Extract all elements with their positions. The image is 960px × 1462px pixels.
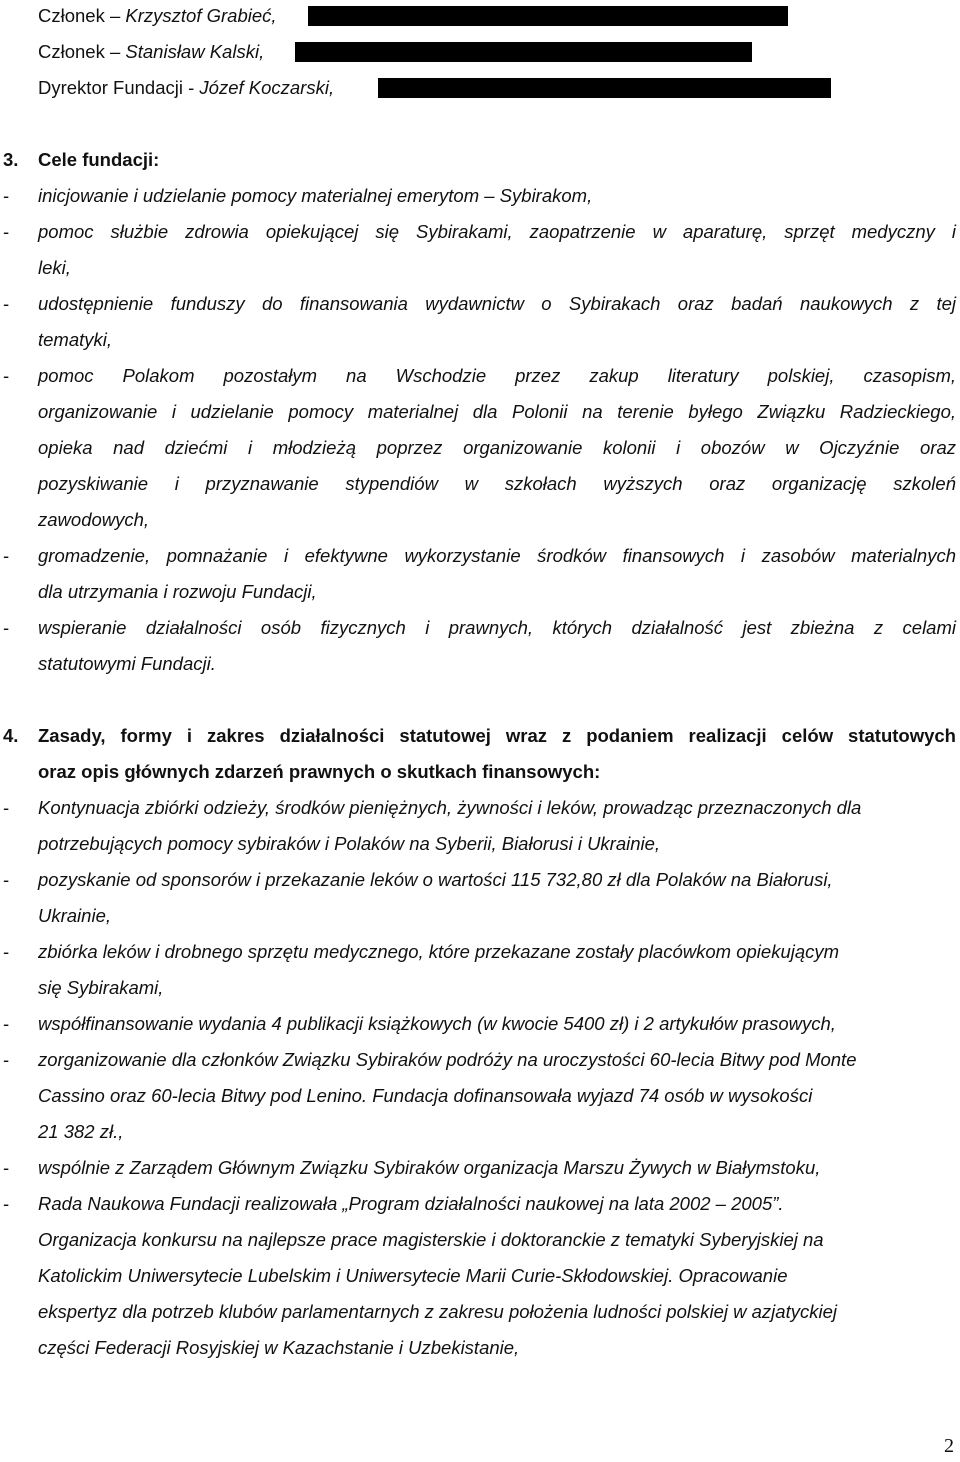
- list-item: udostępnienie funduszy do finansowania wydawnictw o Sybirakach oraz badań naukowych z tej: [38, 293, 956, 314]
- list-item: wspieranie działalności osób fizycznych i prawnych, których działalność jest zbieżna z celami: [38, 617, 956, 638]
- list-dash: -: [3, 293, 10, 314]
- list-dash: -: [3, 1193, 10, 1214]
- list-item: Kontynuacja zbiórki odzieży, środków pieniężnych, żywności i leków, prowadząc przeznaczonych dla: [38, 797, 862, 818]
- board-member-1: Członek – Krzysztof Grabieć,: [38, 5, 277, 26]
- section-4-title: Zasady, formy i zakres działalności statutowej wraz z podaniem realizacji celów statutowych: [38, 725, 956, 746]
- list-item-cont: leki,: [38, 257, 71, 278]
- list-item: inicjowanie i udzielanie pomocy materialnej emerytom – Sybirakom,: [38, 185, 593, 206]
- list-item: wspólnie z Zarządem Głównym Związku Sybiraków organizacja Marszu Żywych w Białymstoku,: [38, 1157, 821, 1178]
- list-dash: -: [3, 185, 10, 206]
- list-item-cont: statutowymi Fundacji.: [38, 653, 216, 674]
- section-3-title: Cele fundacji:: [38, 149, 160, 170]
- list-dash: -: [3, 617, 10, 638]
- list-item: pomoc Polakom pozostałym na Wschodzie przez zakup literatury polskiej, czasopism,: [38, 365, 956, 386]
- board-member-3: Dyrektor Fundacji - Józef Koczarski,: [38, 77, 335, 98]
- list-dash: -: [3, 797, 10, 818]
- list-item-cont: Ukrainie,: [38, 905, 111, 926]
- list-item-cont: opieka nad dziećmi i młodzieżą poprzez organizowanie kolonii i obozów w Ojczyźnie oraz: [38, 437, 956, 458]
- list-item: zorganizowanie dla członków Związku Sybiraków podróży na uroczystości 60-lecia Bitwy pod Monte: [38, 1049, 857, 1070]
- redaction-bar: [308, 6, 788, 26]
- section-3-number: 3.: [3, 149, 19, 170]
- list-dash: -: [3, 1049, 10, 1070]
- list-item-cont: Organizacja konkursu na najlepsze prace magisterskie i doktoranckie z tematyki Syberyjskiej na: [38, 1229, 824, 1250]
- list-item-cont: części Federacji Rosyjskiej w Kazachstanie i Uzbekistanie,: [38, 1337, 520, 1358]
- list-item: zbiórka leków i drobnego sprzętu medycznego, które przekazane zostały placówkom opiekującym: [38, 941, 840, 962]
- list-item-cont: Katolickim Uniwersytecie Lubelskim i Uniwersytecie Marii Curie-Skłodowskiej. Opracowanie: [38, 1265, 788, 1286]
- list-item: gromadzenie, pomnażanie i efektywne wykorzystanie środków finansowych i zasobów materialnych: [38, 545, 956, 566]
- list-item-cont: się Sybirakami,: [38, 977, 164, 998]
- list-item-cont: ekspertyz dla potrzeb klubów parlamentarnych z zakresu położenia ludności polskiej w azjatyckiej: [38, 1301, 837, 1322]
- section-4-title-cont: oraz opis głównych zdarzeń prawnych o skutkach finansowych:: [38, 761, 601, 782]
- list-item: pomoc służbie zdrowia opiekującej się Sybirakami, zaopatrzenie w aparaturę, sprzęt medyczny i: [38, 221, 956, 242]
- redaction-bar: [378, 78, 831, 98]
- list-item: współfinansowanie wydania 4 publikacji książkowych (w kwocie 5400 zł) i 2 artykułów prasowych,: [38, 1013, 836, 1034]
- list-item-cont: Cassino oraz 60-lecia Bitwy pod Lenino. Fundacja dofinansowała wyjazd 74 osób w wysokości: [38, 1085, 813, 1106]
- list-item-cont: potrzebujących pomocy sybiraków i Polaków na Syberii, Białorusi i Ukrainie,: [38, 833, 661, 854]
- list-item-cont: pozyskiwanie i przyznawanie stypendiów w szkołach wyższych oraz organizację szkoleń: [38, 473, 956, 494]
- list-dash: -: [3, 1157, 10, 1178]
- list-dash: -: [3, 1013, 10, 1034]
- list-item: pozyskanie od sponsorów i przekazanie leków o wartości 115 732,80 zł dla Polaków na Białorusi,: [38, 869, 833, 890]
- list-item-cont: dla utrzymania i rozwoju Fundacji,: [38, 581, 317, 602]
- list-item: Rada Naukowa Fundacji realizowała „Program działalności naukowej na lata 2002 – 2005”.: [38, 1193, 784, 1214]
- section-4-number: 4.: [3, 725, 19, 746]
- board-member-2: Członek – Stanisław Kalski,: [38, 41, 265, 62]
- list-dash: -: [3, 941, 10, 962]
- redaction-bar: [295, 42, 752, 62]
- list-dash: -: [3, 545, 10, 566]
- list-dash: -: [3, 365, 10, 386]
- list-item-cont: 21 382 zł.,: [38, 1121, 124, 1142]
- list-item-cont: zawodowych,: [38, 509, 150, 530]
- list-dash: -: [3, 221, 10, 242]
- list-dash: -: [3, 869, 10, 890]
- list-item-cont: organizowanie i udzielanie pomocy materialnej dla Polonii na terenie byłego Związku Radzieckiego,: [38, 401, 956, 422]
- page-number: 2: [944, 1435, 954, 1457]
- list-item-cont: tematyki,: [38, 329, 113, 350]
